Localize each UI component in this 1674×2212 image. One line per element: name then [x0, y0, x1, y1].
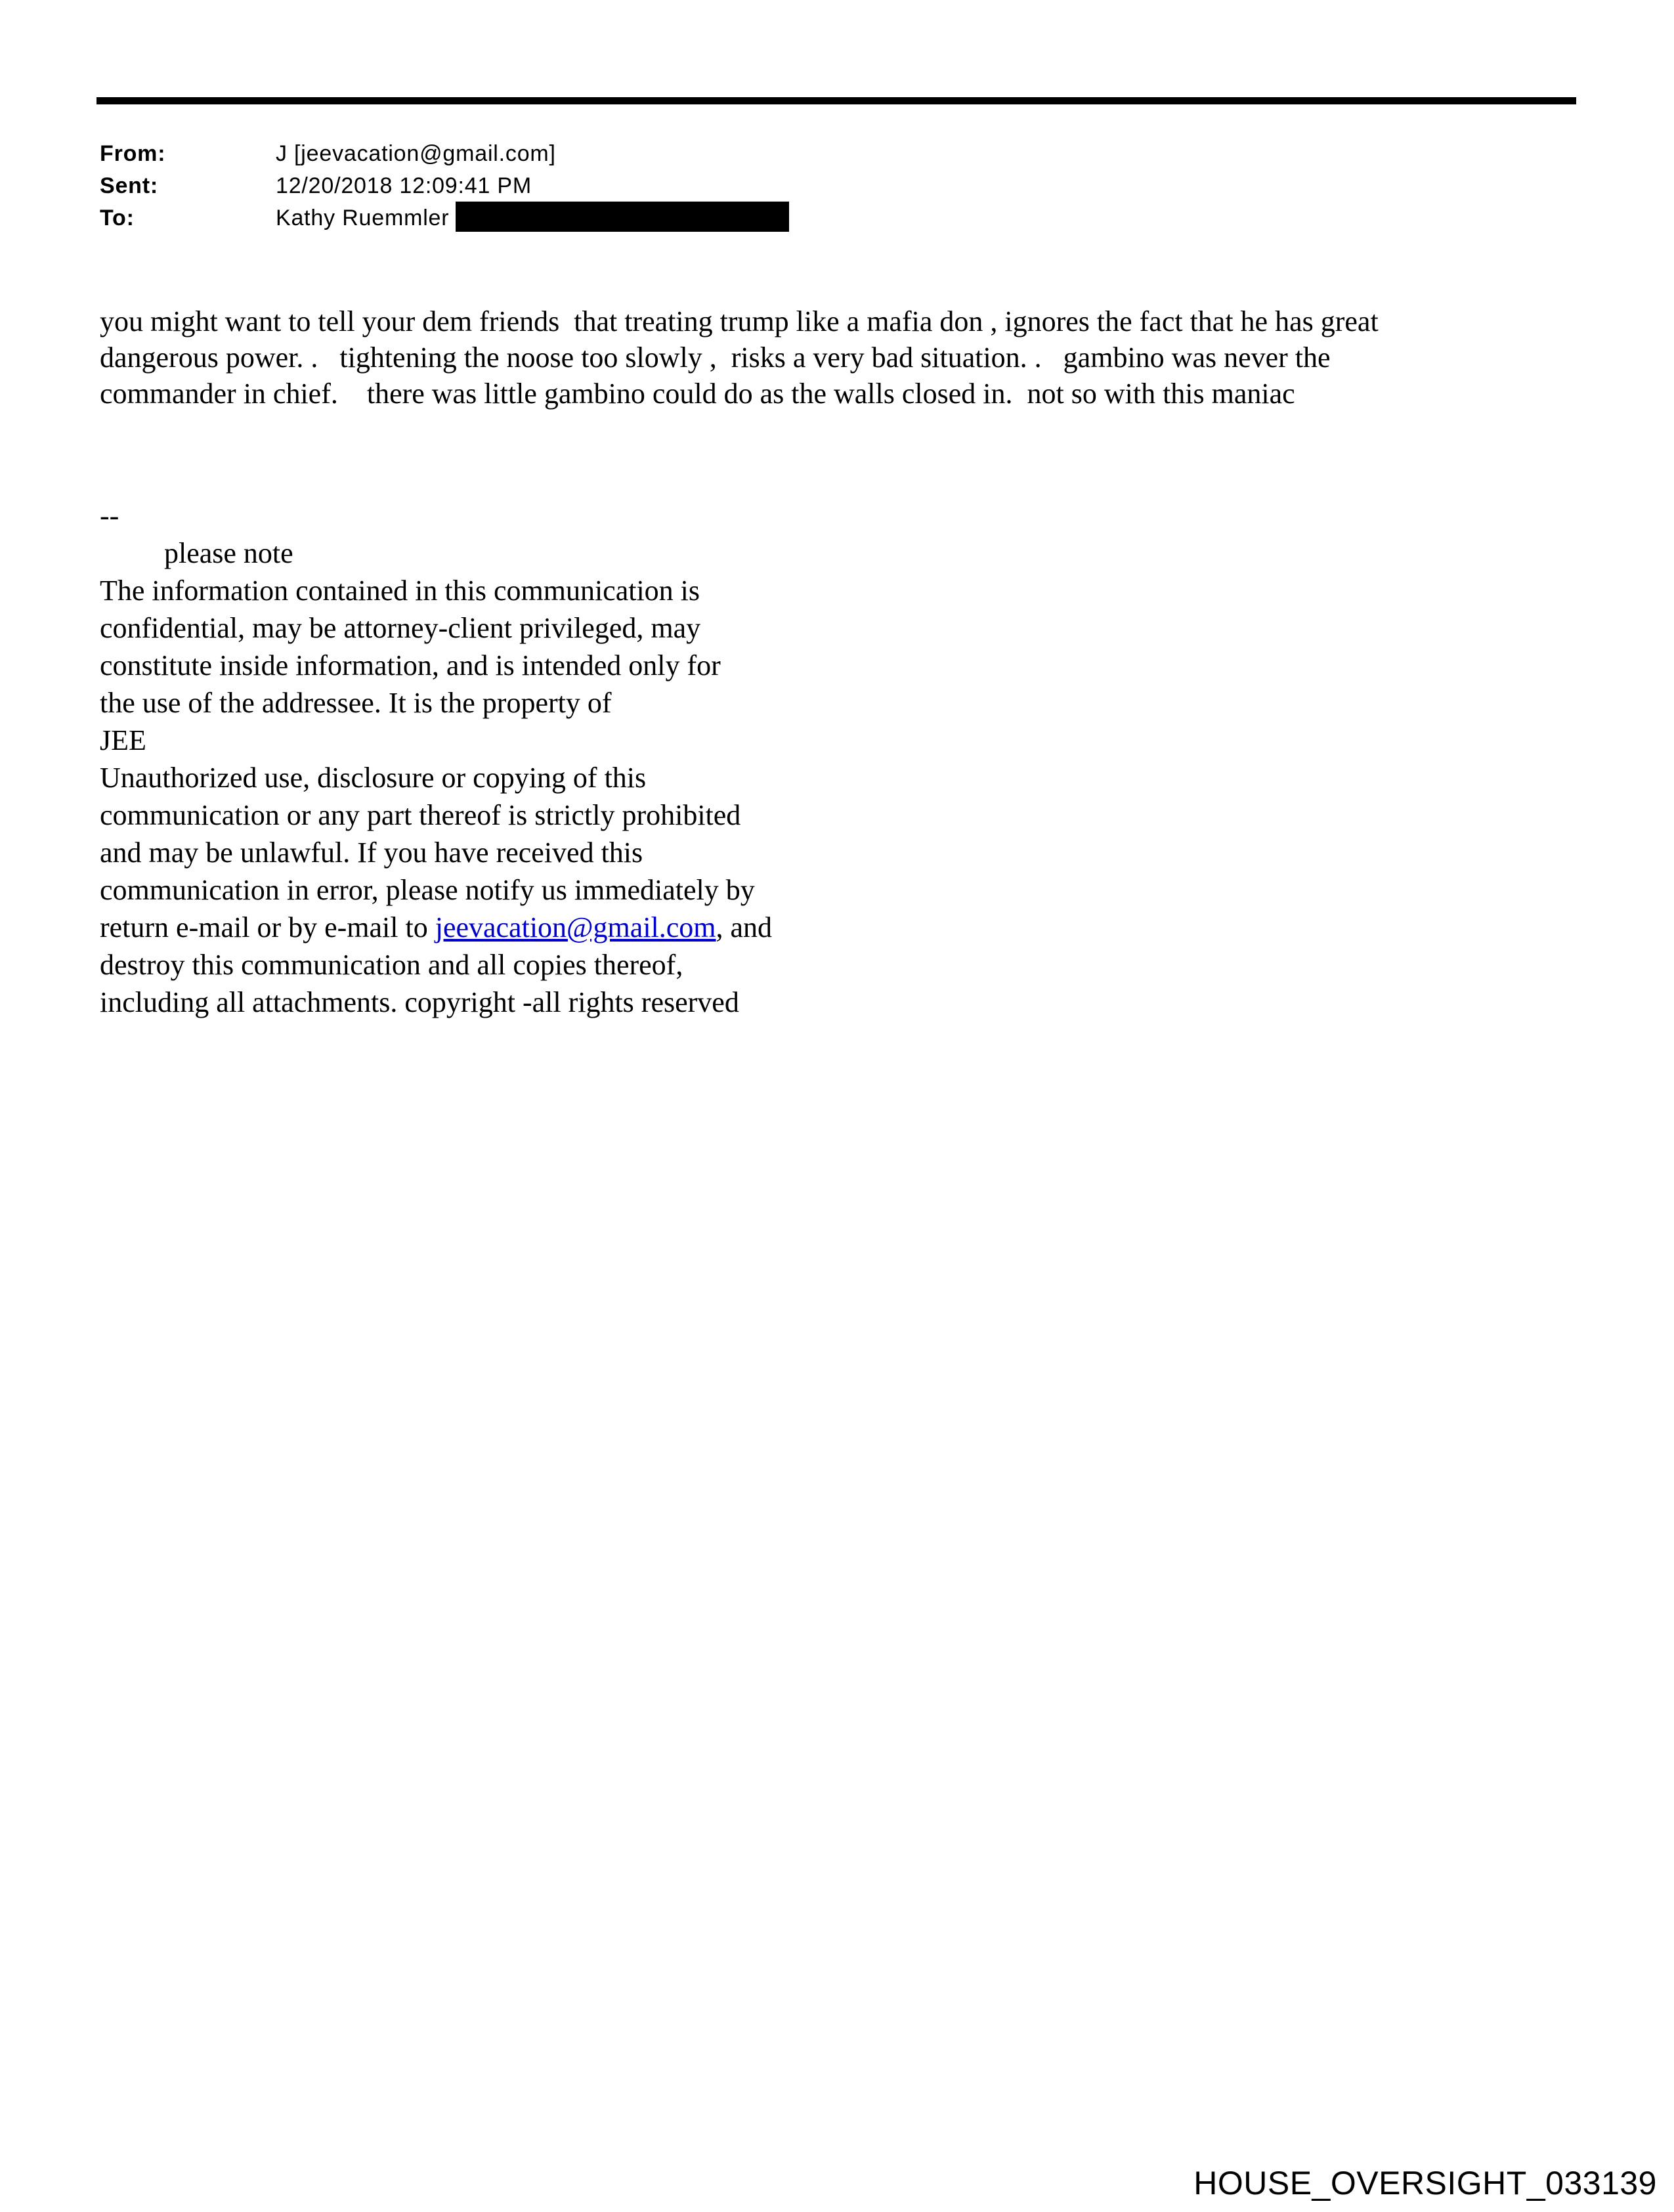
disclaimer-line: confidential, may be attorney-client privileged, may — [100, 612, 701, 644]
disclaimer-line: constitute inside information, and is intended only for — [100, 649, 721, 682]
disclaimer-line: and may be unlawful. If you have received this — [100, 836, 643, 869]
from-label: From: — [100, 141, 166, 166]
bates-number: HOUSE_OVERSIGHT_033139 — [1193, 2165, 1657, 2201]
to-value — [276, 202, 789, 234]
header-row-to — [100, 202, 789, 234]
header-row-from — [100, 138, 789, 170]
body-line: dangerous power. . tightening the noose too slowly , risks a very bad situation. . gambino was never the — [100, 341, 1331, 374]
link-line-after: , and — [716, 911, 773, 943]
signature-dashes: -- — [100, 500, 119, 532]
disclaimer-line: communication in error, please notify us immediately by — [100, 874, 755, 906]
please-note-line: please note — [164, 537, 293, 569]
to-label: To: — [100, 206, 135, 230]
redaction-bar — [456, 202, 789, 232]
disclaimer-line: Unauthorized use, disclosure or copying of this — [100, 762, 647, 794]
sent-label: Sent: — [100, 173, 158, 198]
signature-disclaimer — [100, 497, 772, 1021]
email-link[interactable]: jeevacation@gmail.com — [435, 911, 716, 943]
disclaimer-line: destroy this communication and all copies thereof, — [100, 949, 683, 981]
link-line-before: return e-mail or by e-mail to — [100, 911, 435, 943]
body-line: commander in chief. there was little gambino could do as the walls closed in. not so with this maniac — [100, 378, 1295, 410]
recipient-name: Kathy Ruemmler — [276, 206, 450, 230]
header-row-sent — [100, 170, 789, 202]
sent-value: 12/20/2018 12:09:41 PM — [276, 173, 532, 198]
disclaimer-line: JEE — [100, 724, 146, 756]
header-divider-rule — [97, 97, 1576, 104]
body-line: you might want to tell your dem friends that treating trump like a mafia don , ignores the fact that he has great — [100, 305, 1379, 337]
disclaimer-link-line — [100, 909, 772, 946]
disclaimer-line: the use of the addressee. It is the property of — [100, 687, 612, 719]
from-value: J [jeevacation@gmail.com] — [276, 141, 556, 166]
disclaimer-line: The information contained in this communication is — [100, 575, 700, 607]
email-header — [100, 138, 789, 234]
disclaimer-line: including all attachments. copyright -all rights reserved — [100, 986, 739, 1018]
disclaimer-line: communication or any part thereof is strictly prohibited — [100, 799, 741, 831]
email-body — [100, 303, 1379, 412]
